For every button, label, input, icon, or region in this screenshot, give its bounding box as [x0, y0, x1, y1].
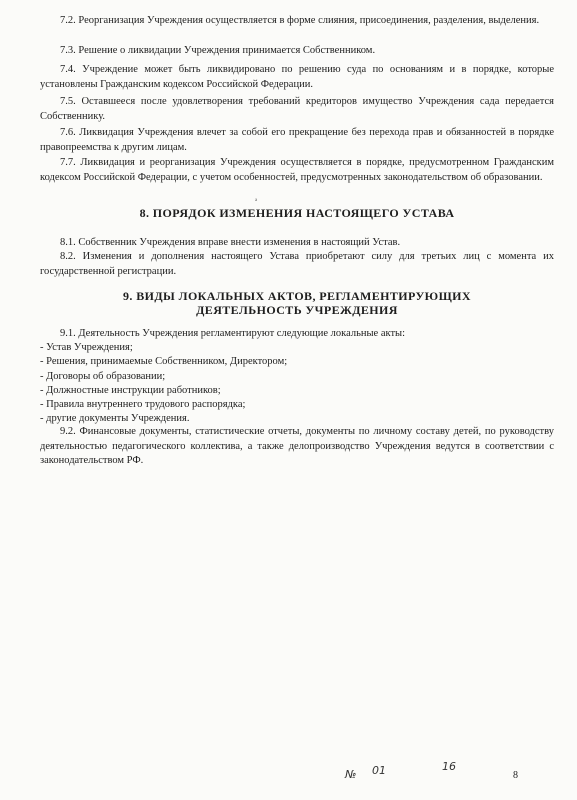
section-9-heading-line1: 9. ВИДЫ ЛОКАЛЬНЫХ АКТОВ, РЕГЛАМЕНТИРУЮЩИХ	[123, 289, 471, 303]
paragraph-9-1: 9.1. Деятельность Учреждения регламентируют следующие локальные акты:	[60, 328, 406, 339]
paragraph-7-7: 7.7. Ликвидация и реорганизация Учреждения осуществляется в порядке, предусмотренном Гражданским кодексом Российской Федерации, с учетом особенностей, предусмотренных законодательством об образовании.	[40, 157, 554, 183]
list-item: - другие документы Учреждения.	[40, 413, 190, 425]
list-item: - Договоры об образовании;	[40, 370, 166, 382]
section-9-heading-line2: ДЕЯТЕЛЬНОСТЬ УЧРЕЖДЕНИЯ	[196, 303, 398, 317]
handwritten-number-sign: №	[345, 768, 357, 781]
paragraph-7-3: 7.3. Решение о ликвидации Учреждения принимается Собственником.	[60, 45, 376, 56]
list-item: - Должностные инструкции работников;	[40, 384, 221, 396]
local-acts-list	[40, 341, 530, 427]
paragraph-8-1: 8.1. Собственник Учреждения вправе внести изменения в настоящий Устав.	[60, 237, 401, 248]
paragraph-7-4: 7.4. Учреждение может быть ликвидировано по решению суда по основаниям и в порядке, которые установлены Гражданским кодексом Российской Федерации.	[40, 64, 554, 90]
handwritten-year: 16	[442, 760, 456, 773]
list-item: - Правила внутреннего трудового распорядка;	[40, 399, 246, 411]
paragraph-9-2: 9.2. Финансовые документы, статистические отчеты, документы по личному составу детей, по руководству деятельностью педагогического коллектива, а также делопроизводство Учреждения ведутся в соответствии с законодательством РФ.	[40, 426, 554, 467]
page-number: 8	[513, 770, 518, 781]
handwritten-month: 01	[372, 764, 386, 777]
section-8-heading: 8. ПОРЯДОК ИЗМЕНЕНИЯ НАСТОЯЩЕГО УСТАВА	[139, 206, 455, 220]
list-item: - Устав Учреждения;	[40, 342, 133, 353]
paragraph-7-6: 7.6. Ликвидация Учреждения влечет за собой его прекращение без перехода прав и обязанностей в порядке правопреемства к другим лицам.	[40, 127, 554, 153]
paragraph-7-5: 7.5. Оставшееся после удовлетворения требований кредиторов имущество Учреждения сада передается Собственнику.	[40, 96, 554, 122]
list-item: - Решения, принимаемые Собственником, Директором;	[40, 356, 288, 368]
paragraph-8-2: 8.2. Изменения и дополнения настоящего Устава приобретают силу для третьих лиц с момента их государственной регистрации.	[40, 251, 554, 277]
scan-mark: ᵃ	[255, 196, 258, 205]
paragraph-7-2: 7.2. Реорганизация Учреждения осуществляется в форме слияния, присоединения, разделения, выделения.	[60, 15, 540, 26]
